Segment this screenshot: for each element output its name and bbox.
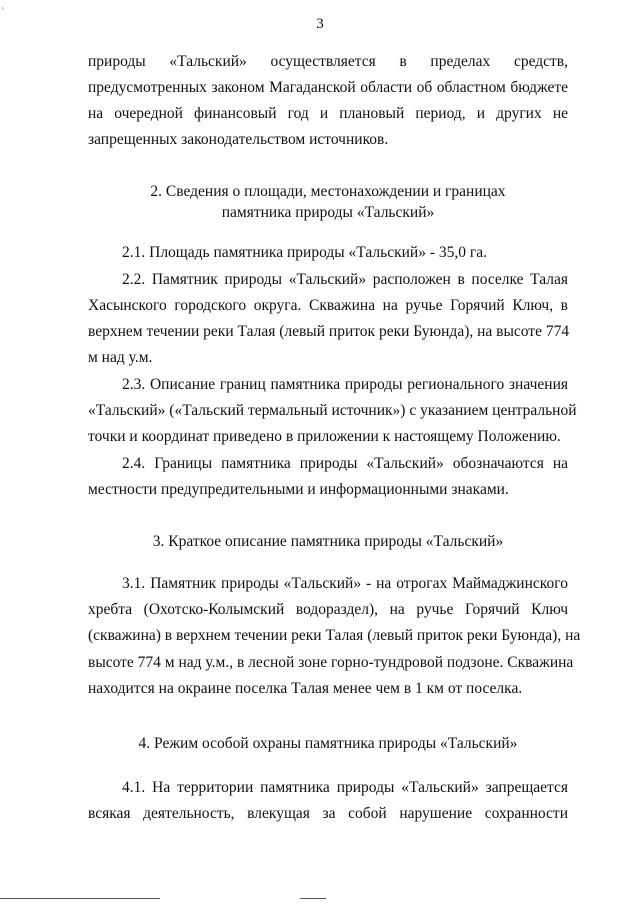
paragraph-line: м над у.м. xyxy=(88,349,153,366)
scan-artifact-rule xyxy=(0,898,160,899)
paragraph-line: предусмотренных законом Магаданской области об областном бюджете xyxy=(88,79,568,96)
paragraph-line: высоте 774 м над у.м., в лесной зоне горно-тундровой подзоне. Скважина xyxy=(88,654,574,671)
paragraph-line: «Тальский» («Тальский термальный источник») с указанием центральной xyxy=(88,402,577,419)
paragraph-line: верхнем течении реки Талая (левый приток реки Буюнда), на высоте 774 xyxy=(88,323,570,340)
paragraph-line: местности предупредительными и информационными знаками. xyxy=(88,481,509,498)
paragraph-line: 3.1. Памятник природы «Тальский» - на отрогах Маймаджинского xyxy=(122,575,568,592)
paragraph-line: 2.1. Площадь памятника природы «Тальский» - 35,0 га. xyxy=(122,244,487,261)
paragraph-line: всякая деятельность, влекущая за собой нарушение сохранности xyxy=(88,805,568,822)
scan-artifact-mark: › xyxy=(1,3,5,14)
paragraph-line: точки и координат приведено в приложении к настоящему Положению. xyxy=(88,428,561,445)
section-heading-2: 2. Сведения о площади, местонахождении и границах xyxy=(150,183,506,200)
paragraph-line: 2.2. Памятник природы «Тальский» расположен в поселке Талая xyxy=(122,271,568,288)
scan-artifact-rule xyxy=(300,898,326,899)
paragraph-line: Хасынского городского округа. Скважина на ручье Горячий Ключ, в xyxy=(88,297,568,314)
section-heading-4: 4. Режим особой охраны памятника природы «Тальский» xyxy=(138,735,518,752)
paragraph-line: природы «Тальский» осуществляется в пределах средств, xyxy=(88,53,568,70)
paragraph-line: на очередной финансовый год и плановый период, и других не xyxy=(88,105,568,122)
page-number: 3 xyxy=(316,16,324,32)
paragraph-line: 4.1. На территории памятника природы «Тальский» запрещается xyxy=(122,779,568,796)
section-heading-2: памятника природы «Тальский» xyxy=(221,204,435,221)
paragraph-line: хребта (Охотско-Колымский водораздел), на ручье Горячий Ключ xyxy=(88,601,568,618)
paragraph-line: 2.4. Границы памятника природы «Тальский» обозначаются на xyxy=(122,455,568,472)
section-heading-3: 3. Краткое описание памятника природы «Тальский» xyxy=(152,533,504,550)
paragraph-line: (скважина) в верхнем течении реки Талая (левый приток реки Буюнда), на xyxy=(88,627,581,644)
paragraph-line: запрещенных законодательством источников. xyxy=(88,131,389,148)
paragraph-line: 2.3. Описание границ памятника природы регионального значения xyxy=(122,376,568,393)
paragraph-line: находится на окраине поселка Талая менее чем в 1 км от поселка. xyxy=(88,680,523,697)
